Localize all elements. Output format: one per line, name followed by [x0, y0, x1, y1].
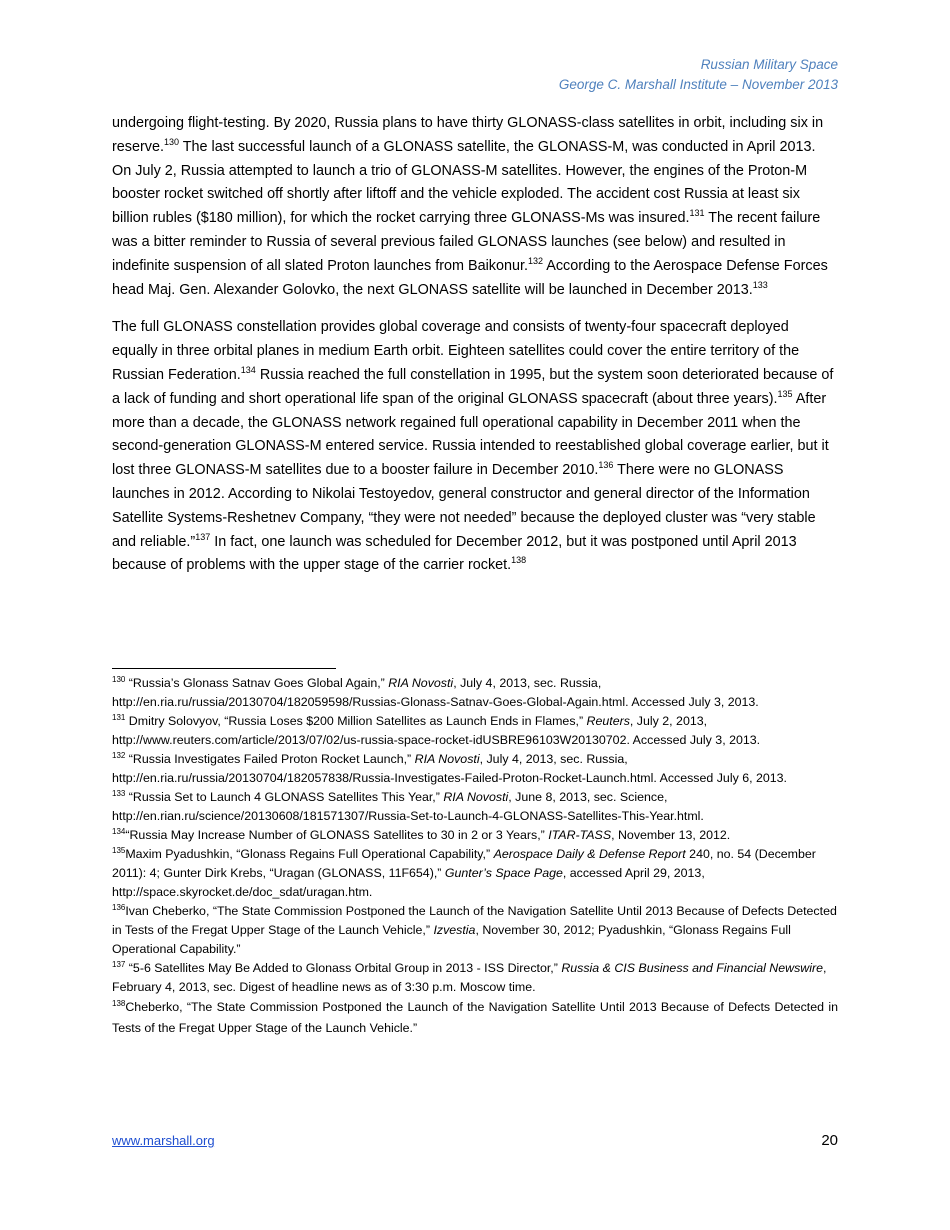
text-run: Maxim Pyadushkin, “Glonass Regains Full Operational Capability,” — [125, 847, 494, 861]
footnote-ref: 132 — [527, 255, 544, 266]
text-run: , November 13, 2012. — [611, 828, 731, 842]
italic-title: RIA Novosti — [388, 676, 454, 690]
footnote-ref: 135 — [777, 388, 793, 399]
footnote-ref: 134 — [112, 826, 126, 836]
text-run: , June 8, 2013, sec. Science, http://en.rian.ru/science/20130608/181571307/Russia-Set-to-Launch-4-GLONASS-Satellites-This-Year.html. — [112, 790, 704, 823]
text-run: “Russia Investigates Failed Proton Rocket Launch,” — [125, 752, 415, 766]
footnote-ref: 136 — [598, 460, 614, 471]
text-run: “Russia’s Glonass Satnav Goes Global Again,” — [125, 676, 389, 690]
page-number: 20 — [821, 1132, 838, 1149]
text-run: The recent failure was a bitter reminder to Russia of several previous failed GLONASS launches (see below) and resulted in indefinite suspension of all slated Proton launches from Baikonur. — [112, 210, 821, 274]
text-run: Dmitry Solovyov, “Russia Loses $200 Million Satellites as Launch Ends in Flames,” — [125, 714, 587, 728]
footnote-ref: 132 — [112, 750, 126, 760]
italic-title: Aerospace Daily & Defense Report — [493, 847, 686, 861]
text-run: In fact, one launch was scheduled for December 2012, but it was postponed until April 2013 because of problems with the upper stage of the carrier rocket. — [112, 533, 797, 574]
footnote-ref: 135 — [112, 845, 126, 855]
footnote — [112, 674, 838, 712]
running-header — [559, 55, 838, 95]
text-run: , accessed April 29, 2013, http://space.skyrocket.de/doc_sdat/uragan.htm. — [112, 866, 705, 899]
paragraph — [112, 112, 838, 302]
text-run: The last successful launch of a GLONASS satellite, the GLONASS-M, was conducted in April 2013. On July 2, Russia attempted to launch a trio of GLONASS-M satellites. However, the engines of the Proton-M booster rocket switched off shortly after liftoff and the vehicle exploded. The accident cost Russia at least six billion rubles ($180 million), for which the rocket carrying three GLONASS-Ms was insured. — [112, 138, 816, 227]
text-run: Ivan Cheberko, “The State Commission Postponed the Launch of the Navigation Satellite Until 2013 Because of Defects Detected in Tests of the Fregat Upper Stage of the Launch Vehicle,” — [112, 904, 837, 937]
text-run: There were no GLONASS launches in 2012. According to Nikolai Testoyedov, general constructor and general director of the Information Satellite Systems-Reshetnev Company, “they were not needed” because the deployed cluster was “very stable and reliable.” — [112, 462, 816, 550]
text-run: , November 30, 2012; Pyadushkin, “Glonass Regains Full Operational Capability.” — [112, 923, 791, 956]
text-run: , July 4, 2013, sec. Russia, http://en.ria.ru/russia/20130704/182059598/Russias-Glonass-Satnav-Goes-Global-Again.html. Accessed July 3, 2013. — [112, 676, 759, 709]
italic-title: Reuters — [586, 714, 630, 728]
text-run: 240, no. 54 (December 2011): 4; Gunter Dirk Krebs, “Uragan (GLONASS, 11F654),” — [112, 847, 816, 880]
italic-title: RIA Novosti — [414, 752, 480, 766]
header-title: Russian Military Space — [700, 57, 838, 72]
italic-title: ITAR-TASS — [548, 828, 612, 842]
body-text — [112, 112, 838, 592]
footnote-ref: 136 — [112, 902, 126, 912]
header-subtitle: George C. Marshall Institute – November 2013 — [558, 77, 838, 92]
footnote-ref: 134 — [240, 365, 256, 376]
footnote-ref: 138 — [112, 998, 126, 1008]
footnote-ref: 131 — [112, 712, 126, 722]
text-run: Cheberko, “The State Commission Postponed the Launch of the Navigation Satellite Until 2013 Because of Defects Detected in Tests of the Fregat Upper Stage of the Launch Vehicle.” — [112, 1000, 838, 1035]
text-run: , July 2, 2013, http://www.reuters.com/article/2013/07/02/us-russia-space-rocket-idUSBRE96103W20130702. Accessed July 3, 2013. — [112, 714, 761, 747]
text-run: The full GLONASS constellation provides global coverage and consists of twenty-four spacecraft deployed equally in three orbital planes in medium Earth orbit. Eighteen satellites could cover the entire territory of the Russian Federation. — [112, 319, 800, 383]
footnote — [112, 826, 838, 845]
footnote-ref: 137 — [112, 959, 126, 969]
italic-title: Izvestia — [433, 923, 476, 937]
document-page — [112, 0, 838, 1230]
text-run: , July 4, 2013, sec. Russia, http://en.ria.ru/russia/20130704/182057838/Russia-Investigates-Failed-Proton-Rocket-Launch.html. Accessed July 6, 2013. — [112, 752, 787, 785]
footnote — [112, 959, 838, 997]
footnote — [112, 788, 838, 826]
footnote-ref: 137 — [195, 531, 211, 542]
footnote-ref: 138 — [511, 555, 527, 566]
text-run: undergoing flight-testing. By 2020, Russia plans to have thirty GLONASS-class satellites in orbit, including six in reserve. — [112, 115, 824, 155]
text-run: “Russia Set to Launch 4 GLONASS Satellites This Year,” — [125, 790, 444, 804]
footnote-ref: 130 — [163, 137, 180, 147]
text-run: , February 4, 2013, sec. Digest of headline news as of 3:30 p.m. Moscow time. — [112, 961, 827, 994]
footnote-ref: 133 — [752, 279, 768, 290]
footnote-separator — [112, 668, 336, 669]
footnote — [112, 997, 838, 1039]
footnote — [112, 845, 838, 902]
text-run: “Russia May Increase Number of GLONASS Satellites to 30 in 2 or 3 Years,” — [125, 828, 549, 842]
italic-title: Gunter’s Space Page — [444, 866, 563, 880]
footnote-ref: 131 — [689, 208, 705, 219]
footnote-ref: 133 — [112, 788, 126, 798]
website-link[interactable]: www.marshall.org — [112, 1133, 215, 1148]
footnote-ref: 130 — [112, 674, 126, 684]
footnote — [112, 712, 838, 750]
text-run: Russia reached the full constellation in 1995, but the system soon deteriorated because of a lack of funding and short operational life span of the original GLONASS spacecraft (about three years). — [112, 366, 834, 407]
footnote — [112, 750, 838, 788]
text-run: “5-6 Satellites May Be Added to Glonass Orbital Group in 2013 - ISS Director,” — [125, 961, 562, 975]
footnotes — [112, 674, 838, 1039]
italic-title: RIA Novosti — [443, 790, 509, 804]
footnote — [112, 902, 838, 959]
text-run: After more than a decade, the GLONASS network regained full operational capability in December 2011 when the second-generation GLONASS-M entered service. Russia intended to reestablished global coverage earlier, but it lost three GLONASS-M satellites due to a booster failure in December 2010. — [112, 390, 829, 479]
italic-title: Russia & CIS Business and Financial Newswire — [561, 961, 823, 975]
text-run: According to the Aerospace Defense Forces head Maj. Gen. Alexander Golovko, the next GLONASS satellite will be launched in December 2013. — [112, 257, 828, 298]
paragraph — [112, 316, 838, 578]
